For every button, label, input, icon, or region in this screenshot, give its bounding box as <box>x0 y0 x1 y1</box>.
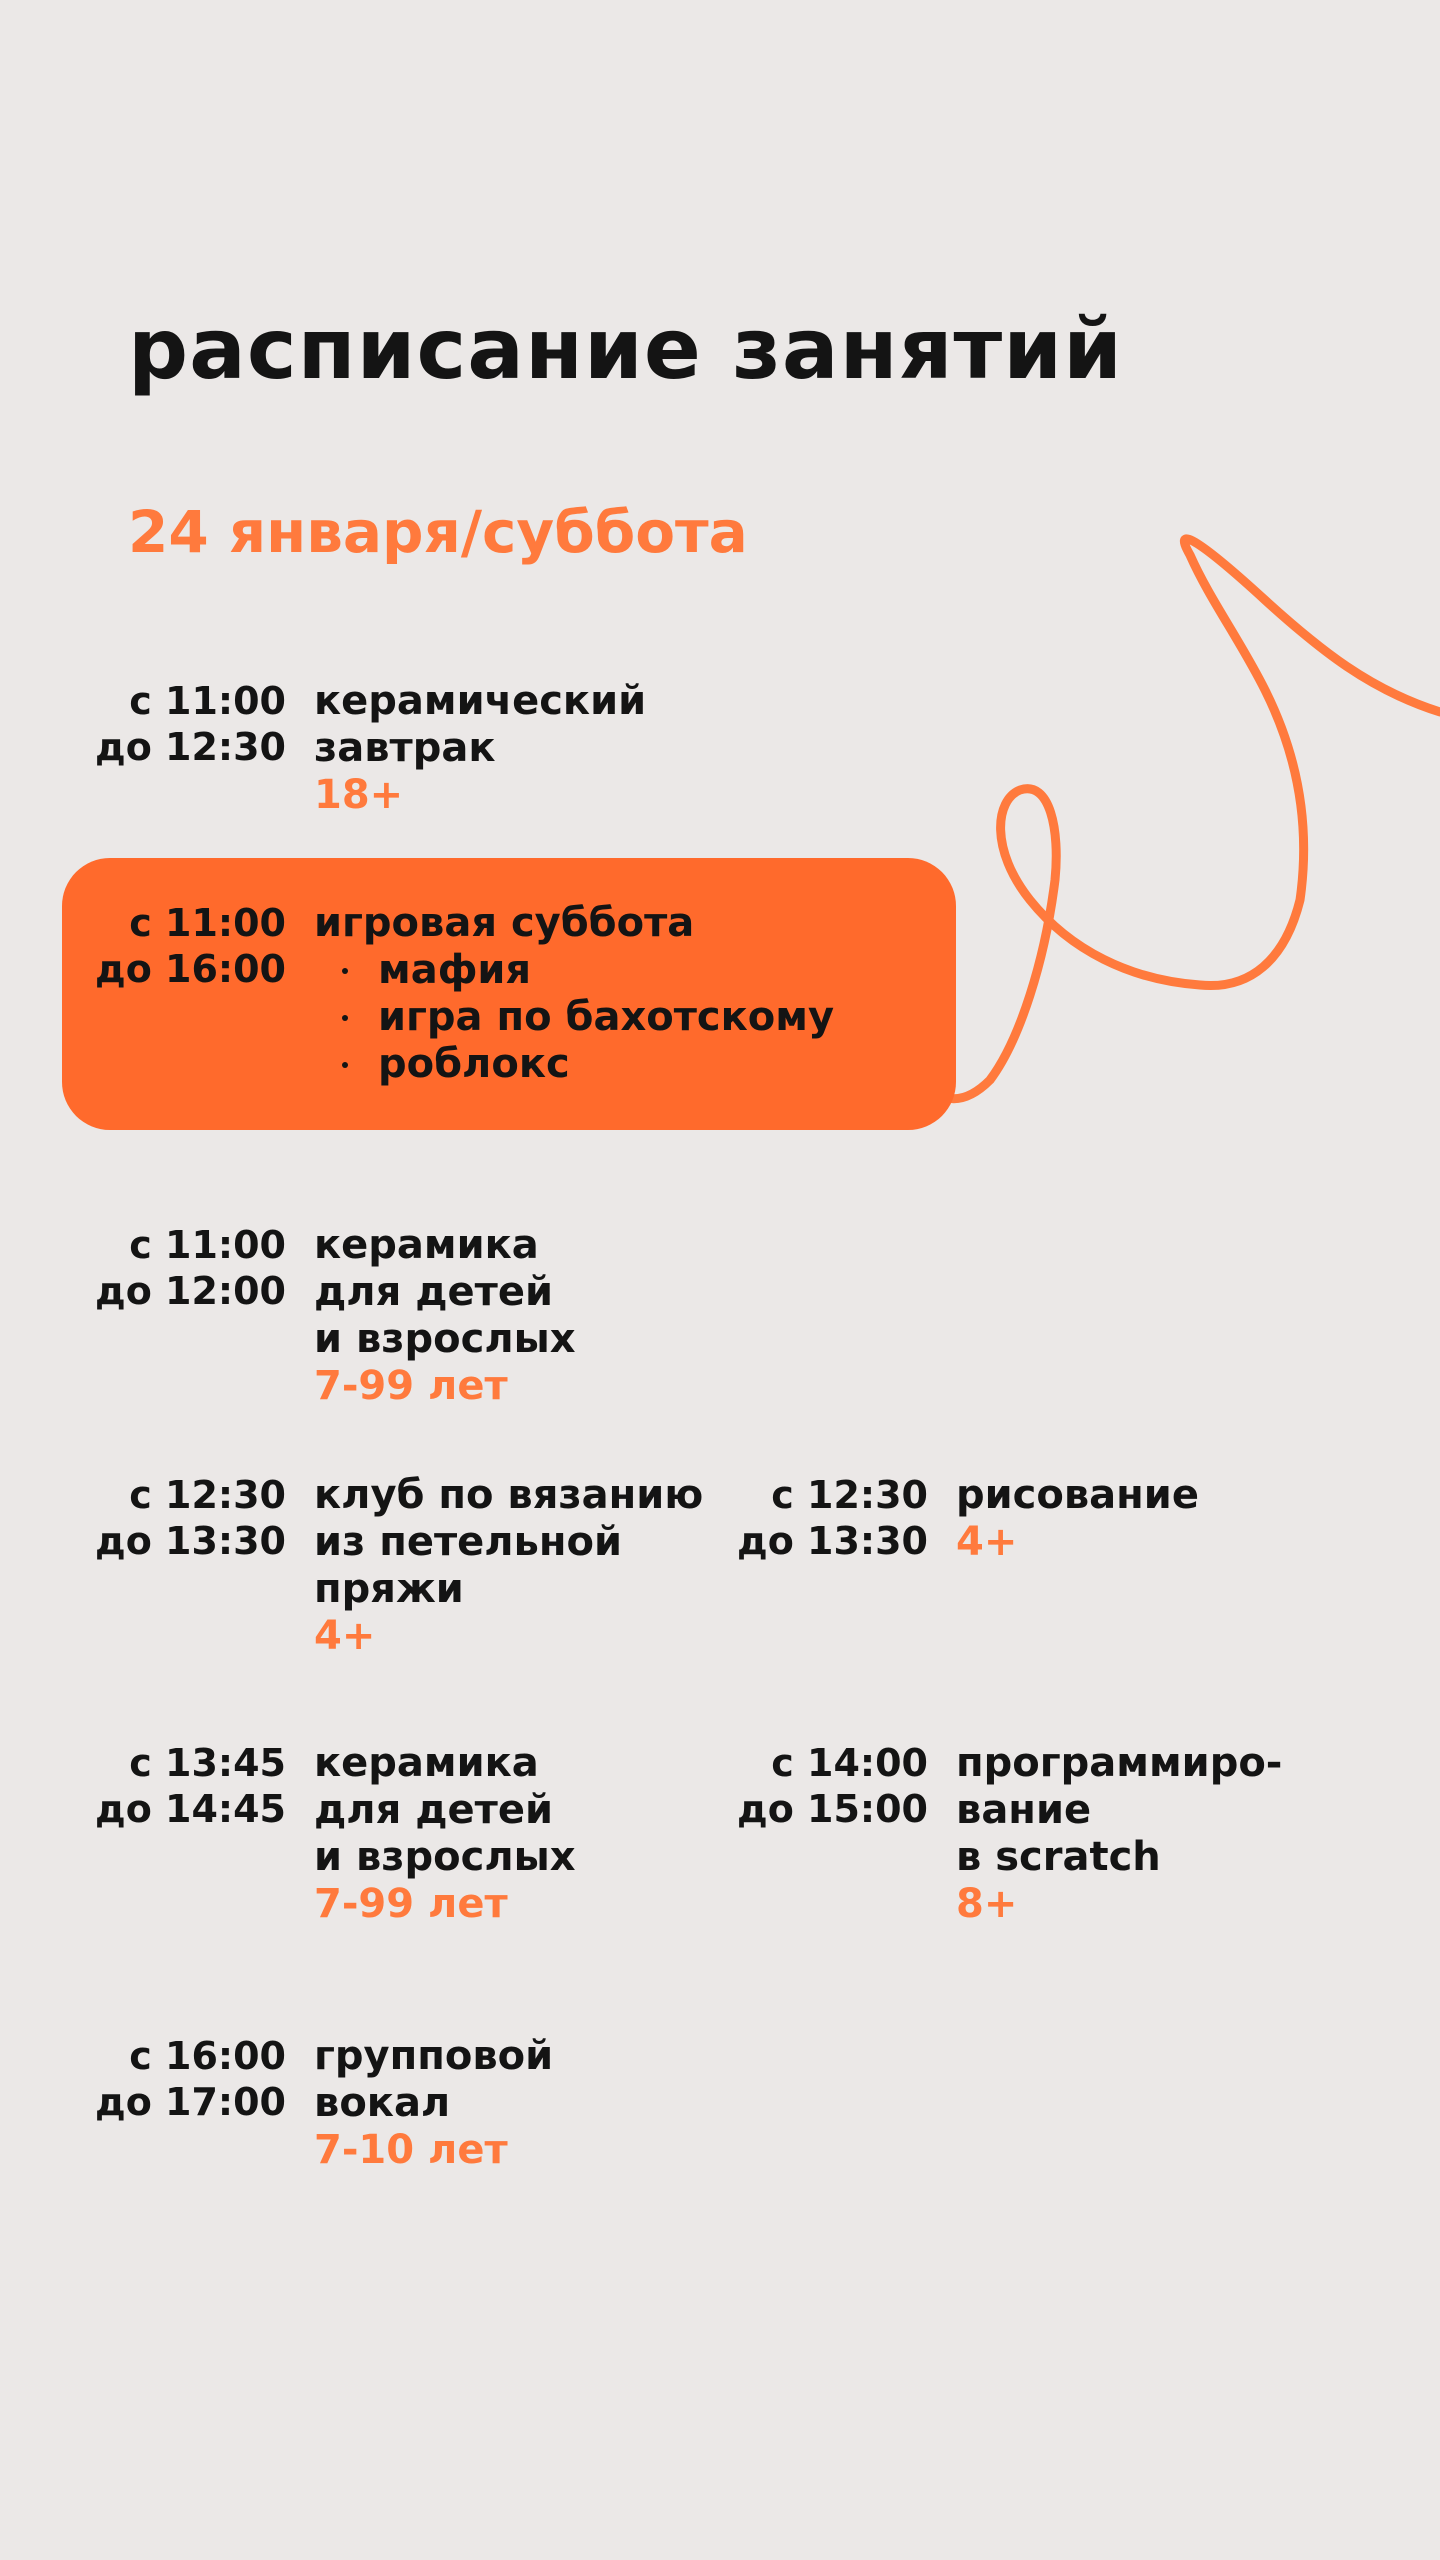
event-details <box>956 1472 1199 1566</box>
event-end-time: до 12:30 <box>95 725 286 769</box>
event-subitem: игра по бахотскому <box>314 994 834 1041</box>
schedule-event <box>728 1472 1199 1566</box>
event-details <box>956 1740 1282 1928</box>
event-start-time: с 13:45 <box>129 1741 286 1785</box>
event-time <box>728 1472 928 1566</box>
schedule-event <box>86 1222 576 1410</box>
event-end-time: до 15:00 <box>737 1787 928 1831</box>
event-title-line: из петельной <box>314 1519 623 1565</box>
event-time <box>86 900 286 1088</box>
event-title-line: завтрак <box>314 725 496 771</box>
event-title-line: пряжи <box>314 1566 464 1612</box>
event-title-line: керамика <box>314 1740 539 1786</box>
event-time <box>728 1740 928 1928</box>
event-time <box>86 1472 286 1660</box>
event-title-line: игровая суббота <box>314 900 695 946</box>
page-title: расписание занятий <box>128 300 1123 398</box>
schedule-event <box>86 1740 576 1928</box>
event-subitem: мафия <box>314 947 834 994</box>
event-age: 4+ <box>956 1519 1018 1565</box>
event-title-line: клуб по вязанию <box>314 1472 704 1518</box>
highlighted-event <box>86 900 834 1088</box>
event-start-time: с 11:00 <box>129 1223 286 1267</box>
event-time <box>86 2033 286 2174</box>
event-subitems <box>314 947 834 1088</box>
event-details <box>314 1740 576 1928</box>
event-title-line: и взрослых <box>314 1316 576 1362</box>
event-start-time: с 16:00 <box>129 2034 286 2078</box>
event-start-time: с 12:30 <box>771 1473 928 1517</box>
event-start-time: с 11:00 <box>129 901 286 945</box>
event-details <box>314 2033 553 2174</box>
event-end-time: до 12:00 <box>95 1269 286 1313</box>
event-end-time: до 14:45 <box>95 1787 286 1831</box>
event-end-time: до 13:30 <box>737 1519 928 1563</box>
event-start-time: с 11:00 <box>129 679 286 723</box>
event-age: 8+ <box>956 1881 1018 1927</box>
event-time <box>86 1222 286 1410</box>
event-start-time: с 12:30 <box>129 1473 286 1517</box>
event-details <box>314 1222 576 1410</box>
event-title-line: рисование <box>956 1472 1199 1518</box>
schedule-event <box>728 1740 1282 1928</box>
event-time <box>86 1740 286 1928</box>
schedule-event <box>86 678 646 819</box>
event-title-line: для детей <box>314 1269 553 1315</box>
schedule-event <box>86 2033 553 2174</box>
event-end-time: до 17:00 <box>95 2080 286 2124</box>
event-age: 7-99 лет <box>314 1363 508 1409</box>
event-subitem: роблокс <box>314 1041 834 1088</box>
event-age: 7-99 лет <box>314 1881 508 1927</box>
event-title-line: вание <box>956 1787 1092 1833</box>
event-age: 18+ <box>314 772 404 818</box>
event-details <box>314 900 834 1088</box>
event-title-line: и взрослых <box>314 1834 576 1880</box>
event-details <box>314 1472 703 1660</box>
event-age: 7-10 лет <box>314 2127 508 2173</box>
event-title-line: керамический <box>314 678 647 724</box>
event-title-line: вокал <box>314 2080 451 2126</box>
schedule-event <box>86 1472 703 1660</box>
schedule-date: 24 января/суббота <box>128 498 748 566</box>
event-title-line: керамика <box>314 1222 539 1268</box>
event-end-time: до 13:30 <box>95 1519 286 1563</box>
event-end-time: до 16:00 <box>95 947 286 991</box>
event-age: 4+ <box>314 1613 376 1659</box>
event-title-line: групповой <box>314 2033 554 2079</box>
event-start-time: с 14:00 <box>771 1741 928 1785</box>
event-title-line: программиро- <box>956 1740 1283 1786</box>
event-details <box>314 678 646 819</box>
event-title-line: в scratch <box>956 1834 1161 1880</box>
event-time <box>86 678 286 819</box>
event-title-line: для детей <box>314 1787 553 1833</box>
